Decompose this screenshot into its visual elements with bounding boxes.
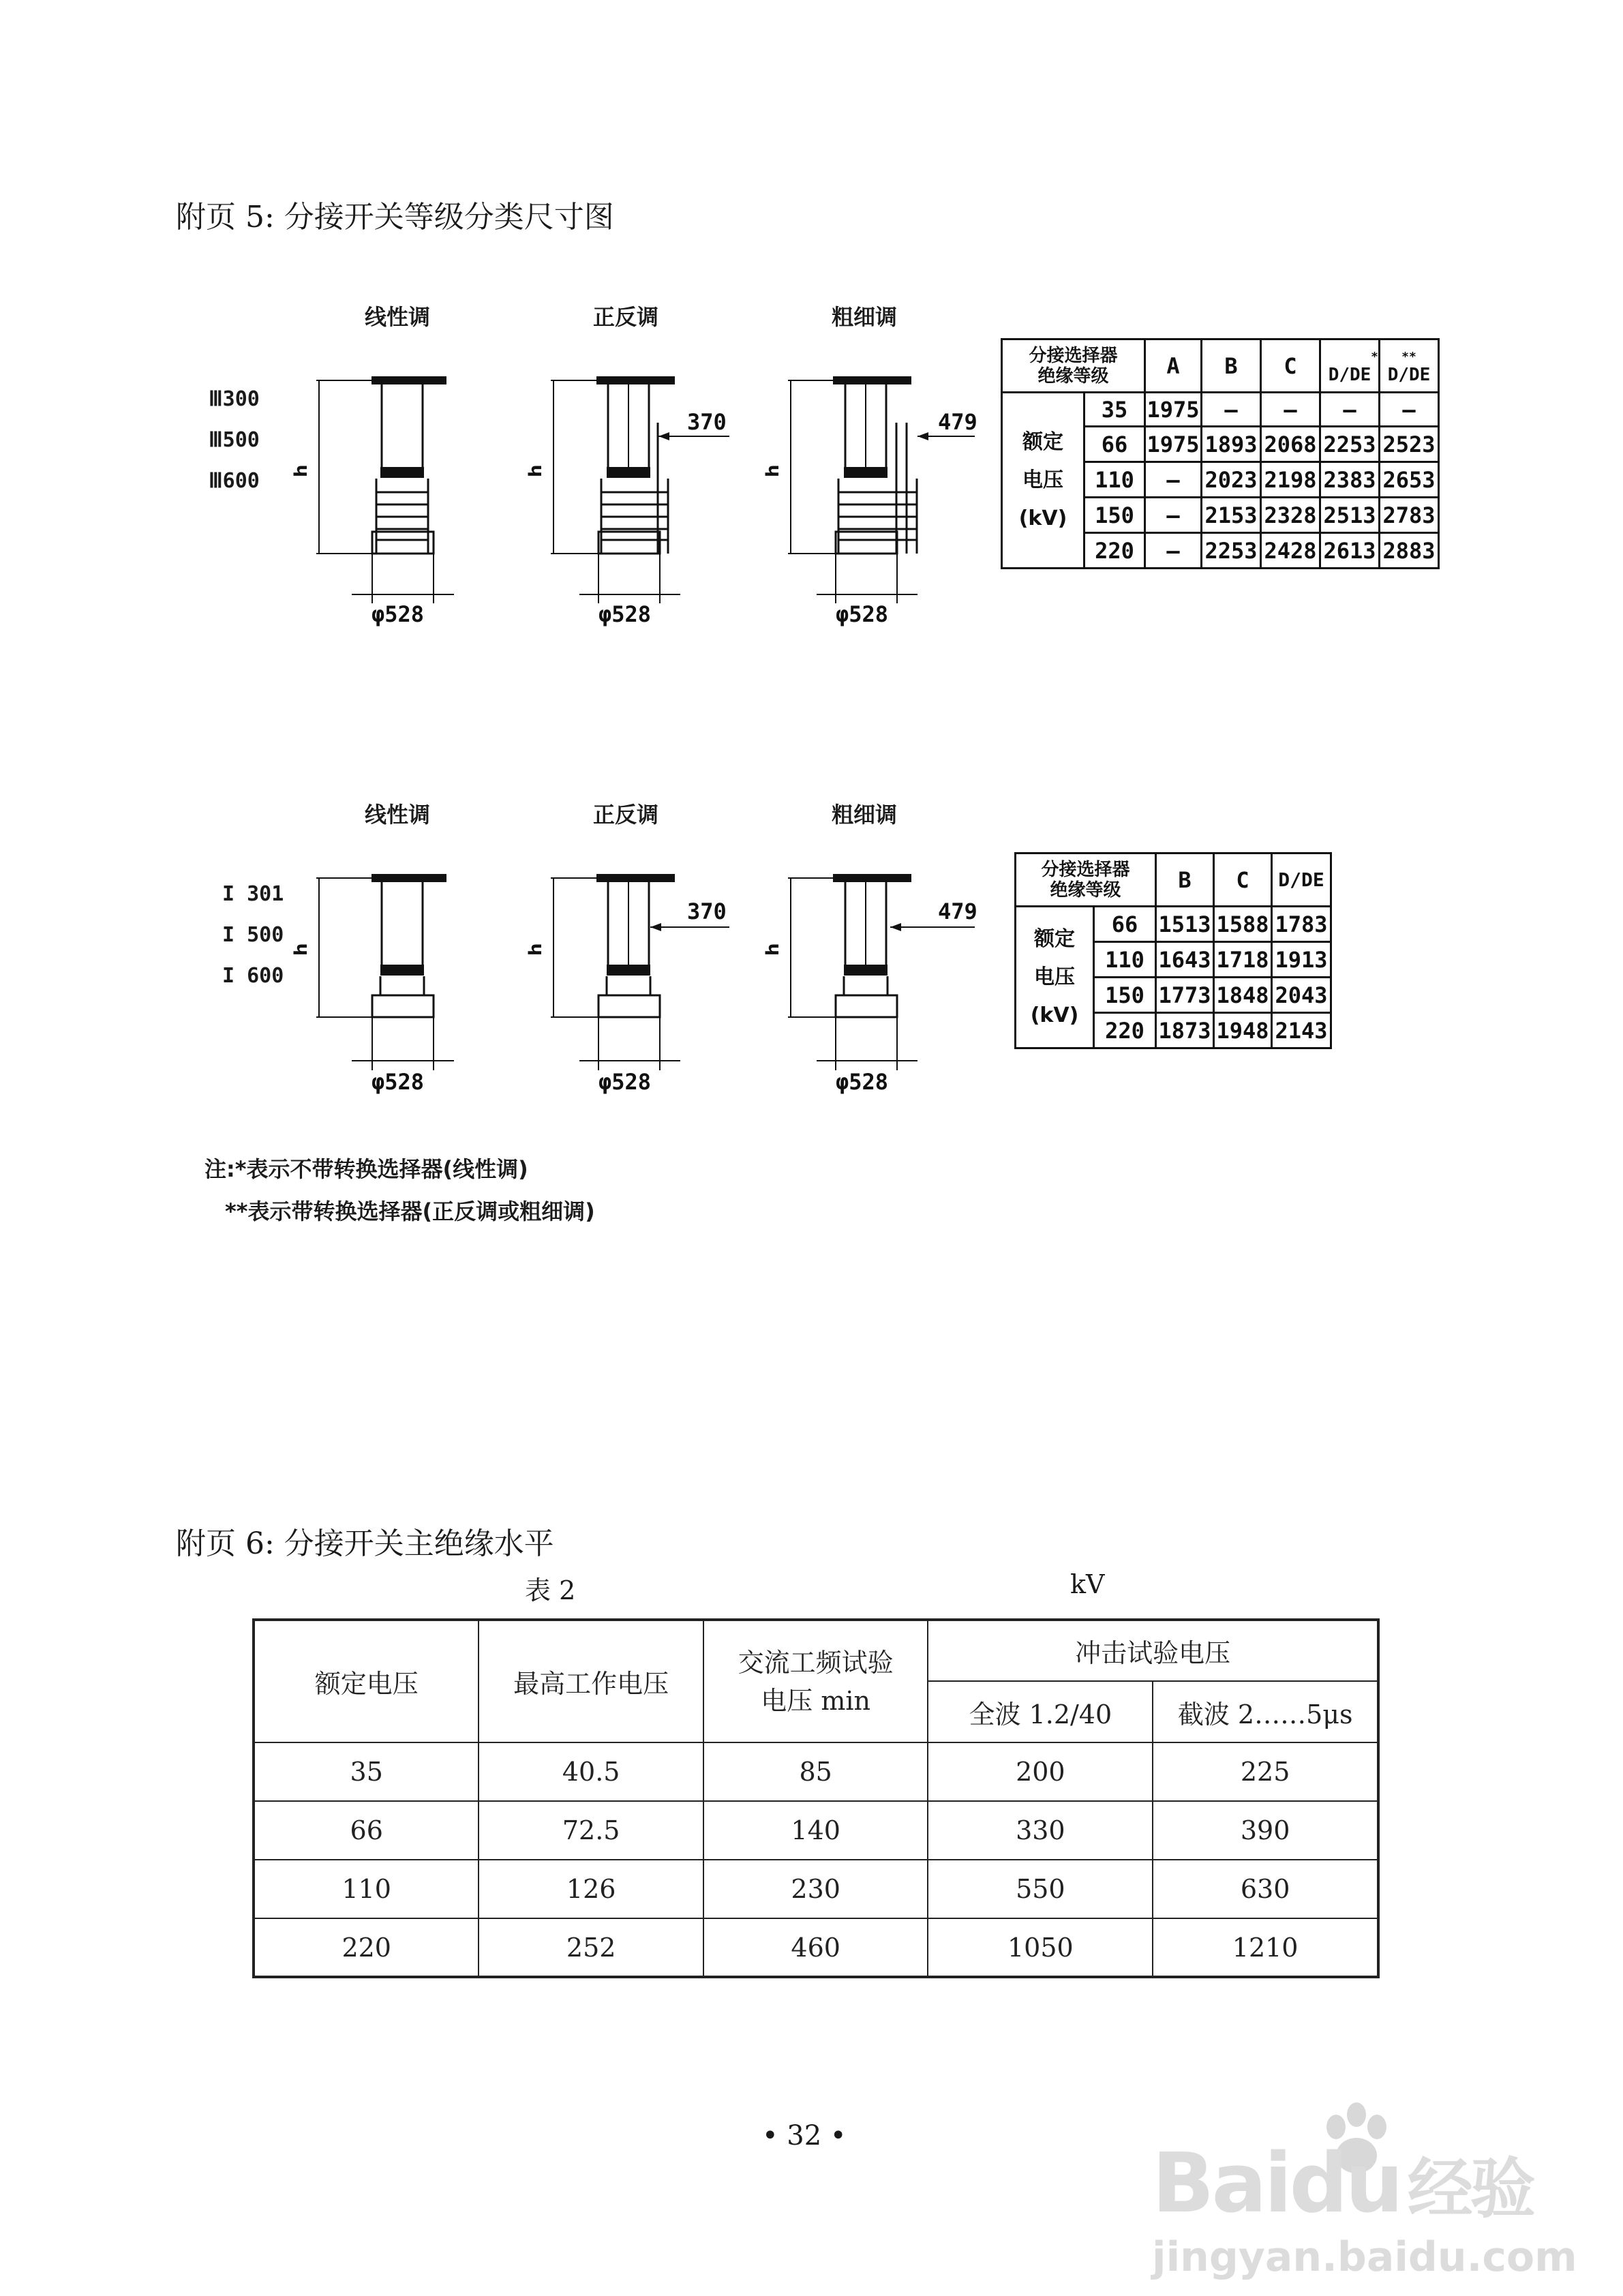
value-cell: – [1145, 498, 1202, 533]
diagram-label: 线性调 [365, 304, 431, 330]
value-cell: 2513 [1320, 498, 1380, 533]
col-header: B [1202, 339, 1261, 393]
watermark-brand-part: Bai [1152, 2136, 1290, 2231]
table-cell: 200 [928, 1742, 1153, 1801]
table-row [1002, 393, 1439, 427]
height-dim: h [526, 464, 546, 477]
table-row [1016, 907, 1331, 942]
value-cell: 2883 [1380, 533, 1439, 569]
col-full-wave: 全波 1.2/40 [928, 1681, 1153, 1742]
col-header: C [1214, 854, 1272, 907]
value-cell: 1588 [1214, 907, 1272, 942]
header-line: 分接选择器 [1041, 859, 1130, 880]
value-cell: 2043 [1272, 978, 1331, 1013]
value-cell: – [1380, 393, 1439, 427]
col-header: B [1156, 854, 1214, 907]
value-cell: 2383 [1320, 462, 1380, 498]
value-cell: 1773 [1156, 978, 1214, 1013]
value-cell: 2783 [1380, 498, 1439, 533]
side-dim: 479 [938, 409, 977, 435]
value-cell: 1975 [1145, 427, 1202, 462]
voltage-cell: 150 [1084, 498, 1145, 533]
col-header-text: D/DE [1328, 364, 1371, 385]
watermark-brand [1152, 2136, 1533, 2231]
series-label-1: I 301 [222, 882, 284, 906]
table-cell: 1210 [1153, 1918, 1378, 1977]
height-dim: h [763, 943, 783, 956]
row-header-line: 电压 [1034, 965, 1075, 989]
value-cell: 2068 [1261, 427, 1320, 462]
unit-label: kV [1070, 1569, 1105, 1599]
diagram-label: 正反调 [593, 802, 659, 828]
table-header-cell [1016, 854, 1156, 907]
value-cell: 1718 [1214, 942, 1272, 978]
row-header-line: 额定 [1022, 429, 1063, 454]
value-cell: 1913 [1272, 942, 1331, 978]
table-cell: 225 [1153, 1742, 1378, 1801]
value-cell: 2253 [1202, 533, 1261, 569]
value-cell: 2428 [1261, 533, 1320, 569]
col-max-voltage: 最高工作电压 [479, 1620, 703, 1742]
watermark-url: jingyan.baidu.com [1152, 2233, 1577, 2281]
table-cell: 35 [254, 1742, 479, 1801]
col-header [1380, 339, 1439, 393]
value-cell: 2143 [1272, 1013, 1331, 1048]
row-header-line: (kV) [1030, 1003, 1079, 1027]
voltage-cell: 66 [1094, 907, 1156, 942]
value-cell: 2253 [1320, 427, 1380, 462]
width-dim: φ528 [598, 601, 652, 627]
table-cell: 630 [1153, 1860, 1378, 1918]
height-dim: h [291, 943, 312, 956]
baidu-watermark [1152, 2100, 1588, 2281]
value-cell: 2023 [1202, 462, 1261, 498]
side-dim: 370 [687, 409, 727, 435]
voltage-cell: 110 [1094, 942, 1156, 978]
value-cell: 1975 [1145, 393, 1202, 427]
diagram-label: 线性调 [365, 802, 431, 828]
watermark-brand-cn: 经验 [1407, 2151, 1533, 2227]
table-cell: 460 [703, 1918, 928, 1977]
voltage-cell: 220 [1084, 533, 1145, 569]
table-cell: 220 [254, 1918, 479, 1977]
width-dim: φ528 [836, 1069, 889, 1095]
width-dim: φ528 [371, 1069, 425, 1095]
row-header-line: 电压 [1022, 468, 1063, 492]
value-cell: – [1145, 462, 1202, 498]
row-header-line: (kV) [1018, 506, 1067, 530]
value-cell: 1848 [1214, 978, 1272, 1013]
table-cell: 40.5 [479, 1742, 703, 1801]
width-dim: φ528 [371, 601, 425, 627]
note-2: **表示带转换选择器(正反调或粗细调) [225, 1198, 595, 1224]
page-number: • 32 • [762, 2120, 847, 2151]
diagram-label: 粗细调 [832, 304, 898, 330]
col-chopped-wave: 截波 2……5μs [1153, 1681, 1378, 1742]
table-cell: 550 [928, 1860, 1153, 1918]
table-cell: 66 [254, 1801, 479, 1860]
table-cell: 72.5 [479, 1801, 703, 1860]
table-cell: 126 [479, 1860, 703, 1918]
series-label-3: Ⅲ600 [209, 469, 260, 493]
table-row [254, 1801, 1378, 1860]
col-impulse: 冲击试验电压 [928, 1620, 1378, 1681]
table-cell: 85 [703, 1742, 928, 1801]
value-cell: – [1261, 393, 1320, 427]
series-label-1: Ⅲ300 [209, 387, 260, 411]
value-cell: 1513 [1156, 907, 1214, 942]
table-cell: 330 [928, 1801, 1153, 1860]
diagram-label: 粗细调 [832, 802, 898, 828]
voltage-cell: 220 [1094, 1013, 1156, 1048]
height-dim: h [291, 464, 312, 477]
col-ac-line: 交流工频试验 [738, 1647, 894, 1678]
value-cell: – [1202, 393, 1261, 427]
table-cell: 1050 [928, 1918, 1153, 1977]
col-header: D/DE [1272, 854, 1331, 907]
section5-heading: 附页 5: 分接开关等级分类尺寸图 [176, 200, 614, 235]
value-cell: 2523 [1380, 427, 1439, 462]
voltage-cell: 35 [1084, 393, 1145, 427]
header-line: 绝缘等级 [1037, 365, 1109, 387]
height-dim: h [763, 464, 783, 477]
table-cell: 390 [1153, 1801, 1378, 1860]
value-cell: 2653 [1380, 462, 1439, 498]
col-rated-voltage: 额定电压 [254, 1620, 479, 1742]
value-cell: 1893 [1202, 427, 1261, 462]
voltage-cell: 150 [1094, 978, 1156, 1013]
table-row [254, 1918, 1378, 1977]
value-cell: 2153 [1202, 498, 1261, 533]
table-cell: 252 [479, 1918, 703, 1977]
table-cell: 140 [703, 1801, 928, 1860]
voltage-cell: 110 [1084, 462, 1145, 498]
diagram-label: 正反调 [593, 304, 659, 330]
insulation-level-table [252, 1618, 1380, 1978]
col-header: C [1261, 339, 1320, 393]
value-cell: – [1320, 393, 1380, 427]
note-1: 注:*表示不带转换选择器(线性调) [204, 1156, 528, 1182]
table-cell: 230 [703, 1860, 928, 1918]
value-cell: 2198 [1261, 462, 1320, 498]
table-cell: 110 [254, 1860, 479, 1918]
header-line: 分接选择器 [1029, 345, 1118, 366]
col-mark: * [1371, 349, 1378, 364]
value-cell: 2613 [1320, 533, 1380, 569]
row-header [1016, 907, 1094, 1048]
side-dim: 370 [687, 898, 727, 924]
width-dim: φ528 [836, 601, 889, 627]
col-ac-test [703, 1620, 928, 1742]
series-label-2: Ⅲ500 [209, 428, 260, 452]
value-cell: 1873 [1156, 1013, 1214, 1048]
side-dim: 479 [938, 898, 977, 924]
col-ac-line: 电压 min [761, 1685, 871, 1716]
row-header-line: 额定 [1034, 926, 1075, 951]
table-row [254, 1860, 1378, 1918]
value-cell: – [1145, 533, 1202, 569]
table-header-cell [1002, 339, 1145, 393]
value-cell: 1783 [1272, 907, 1331, 942]
section6-heading: 附页 6: 分接开关主绝缘水平 [176, 1526, 554, 1561]
selector-table-1 [1001, 338, 1440, 569]
voltage-cell: 66 [1084, 427, 1145, 462]
selector-table-2 [1014, 852, 1332, 1049]
watermark-brand-part: du [1289, 2136, 1401, 2231]
value-cell: 1948 [1214, 1013, 1272, 1048]
value-cell: 1643 [1156, 942, 1214, 978]
width-dim: φ528 [598, 1069, 652, 1095]
value-cell: 2328 [1261, 498, 1320, 533]
series-label-3: I 600 [222, 964, 284, 988]
series-label-2: I 500 [222, 923, 284, 947]
col-header: A [1145, 339, 1202, 393]
header-line: 绝缘等级 [1050, 879, 1121, 901]
col-header [1320, 339, 1380, 393]
table-row [254, 1742, 1378, 1801]
table-label: 表 2 [525, 1575, 576, 1605]
col-header-text: D/DE [1387, 364, 1431, 385]
col-mark: ** [1401, 349, 1416, 364]
row-header [1002, 393, 1084, 569]
height-dim: h [526, 943, 546, 956]
